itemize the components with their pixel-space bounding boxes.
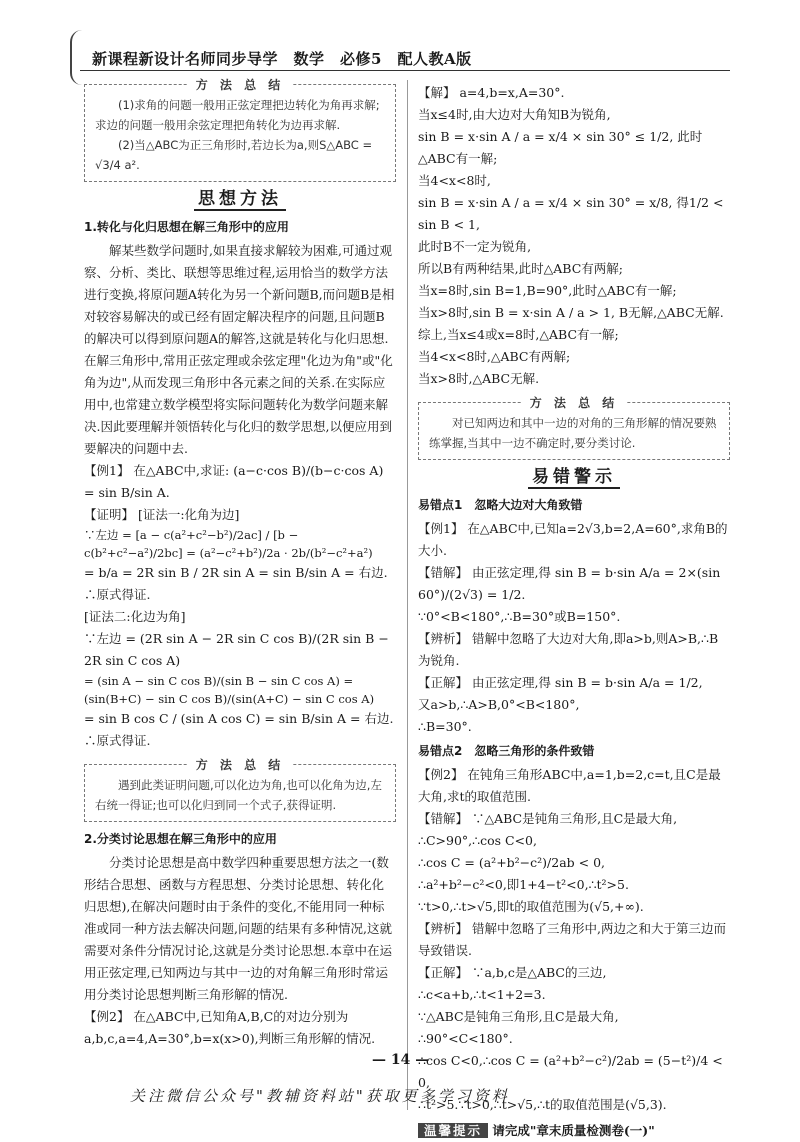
proof-line: = b/a = 2R sin B / 2R sin A = sin B/sin A = 右边. [84,565,388,580]
solution-line: 当4<x<8时,△ABC有两解; [418,349,571,364]
warm-tip [418,1120,730,1142]
error-line: 【例1】 在△ABC中,已知a=2√3,b=2,A=60°,求角B的大小. [418,521,728,558]
method-summary-box-3: 方 法 总 结 对已知两边和其中一边的对角的三角形解的情况要熟练掌握,当其中一边不确定时,要分类讨论. [418,402,730,460]
error-line: 【例2】 在钝角三角形ABC中,a=1,b=2,c=t,且C是最大角,求t的取值范围. [418,767,721,804]
method-summary-box-1: 方 法 总 结 (1)求角的问题一般用正弦定理把边转化为角再求解;求边的问题一般用余弦定理把角转化为边再求解. (2)当△ABC为正三角形时,若边长为a,则S△ABC = √3/4 a². [84,84,396,182]
error-line: 【正解】 ∵a,b,c是△ABC的三边, [418,965,607,980]
example-1: 【例1】 在△ABC中,求证: (a−c·cos B)/(b−c·cos A) = sin B/sin A. [84,463,384,500]
error-line: 【正解】 由正弦定理,得 sin B = b·sin A/a = 1/2, [418,675,703,690]
proof-line: 【证明】 [证法一:化角为边] [84,507,240,522]
solution-line: 当4<x<8时, [418,173,491,188]
error-point-2-title: 易错点2 忽略三角形的条件致错 [418,744,595,758]
method-summary-box-2: 方 法 总 结 遇到此类证明问题,可以化边为角,也可以化角为边,左右统一得证;也可以化归到同一个式子,获得证明. [84,764,396,822]
book-spine-mark [70,30,84,85]
error-line: 【错解】 由正弦定理,得 sin B = b·sin A/a = 2×(sin 60°)/(2√3) = 1/2. [418,565,721,602]
error-line: ∴a²+b²−c²<0,即1+4−t²<0,∴t²>5. [418,877,629,892]
subheading-2: 2.分类讨论思想在解三角形中的应用 [84,832,277,846]
proof-line: [证法二:化边为角] [84,609,186,624]
warm-tip-label: 温馨提示 [418,1123,488,1138]
error-line: 【错解】 ∵△ABC是钝角三角形,且C是最大角, [418,811,678,826]
paragraph-1: 解某些数学问题时,如果直接求解较为困难,可通过观察、分析、类比、联想等思维过程,运用恰当的数学方法进行变换,将原问题A转化为另一个新问题B,而问题B是相对较容易解决的或已经有固定解决程序的问题,且问题B的解决可以得到原问题A的解答,这就是转化与化归思想.在解三角形中,常用正弦定理或余弦定理"化边为角"或"化角为边",从而发现三角形中各元素之间的关系.在实际应用中,也常建立数学模型将实际问题转化为数学问题来解决.因此要理解并领悟转化与化归的数学思想,以便应用到要解决的问题中去. [84,243,395,456]
section-title-error-warnings: 易错警示 [418,466,730,488]
solution-line: 当x=8时,sin B=1,B=90°,此时△ABC有一解; [418,283,677,298]
section-title-thinking-methods: 思想方法 [84,188,396,210]
proof-line: ∴原式得证. [84,587,151,602]
running-header: 新课程新设计名师同步导学 数学 必修5 配人教A版 [92,50,472,68]
error-line: ∴t²>5.∵t>0,∴t>√5,∴t的取值范围是(√5,3). [418,1097,667,1112]
error-line: ∵△ABC是钝角三角形,且C是最大角, [418,1009,619,1024]
paragraph-2: 分类讨论思想是高中数学四种重要思想方法之一(数形结合思想、函数与方程思想、分类讨论思想、转化化归思想),在解决问题时由于条件的变化,不能用同一种标准或同一种方法去解决问题,问题的结果有多种情况,这就需要对条件分情况讨论,这就是分类讨论思想.本章中在运用正弦定理,已知两边与其中一边的对角解三角形时常运用分类讨论思想判断三角形解的情况. [84,855,392,1002]
error-line: ∴B=30°. [418,719,472,734]
left-column [84,78,396,1050]
proof-line: = (sin A − sin C cos B)/(sin B − sin C cos A) = (sin(B+C) − sin C cos B)/(sin(A+C) − sin C cos A) [84,674,375,706]
column-divider [407,80,408,1110]
page-number: — 14 — [372,1052,430,1068]
right-column [418,82,730,1142]
footer-note: 关注微信公众号"教辅资料站"获取更多学习资料 [130,1087,510,1105]
solution-line: sin B = x·sin A / a = x/4 × sin 30° = x/8, 得1/2 < sin B < 1, [418,195,724,232]
solution-line: 当x>8时,△ABC无解. [418,371,540,386]
error-line: 【辨析】 错解中忽略了大边对大角,即a>b,则A>B,∴B为锐角. [418,631,719,668]
header-divider [80,70,730,71]
error-line: ∴90°<C<180°. [418,1031,513,1046]
solution-line: sin B = x·sin A / a = x/4 × sin 30° ≤ 1/2, 此时△ABC有一解; [418,129,703,166]
error-line: ∴cos C<0,∴cos C = (a²+b²−c²)/2ab = (5−t²)/4 < 0, [418,1053,723,1090]
error-line: ∵0°<B<180°,∴B=30°或B=150°. [418,609,621,624]
error-line: 又a>b,∴A>B,0°<B<180°, [418,697,580,712]
solution-line: 所以B有两种结果,此时△ABC有两解; [418,261,623,276]
error-point-1-title: 易错点1 忽略大边对大角致错 [418,498,583,512]
error-line: ∴C>90°,∴cos C<0, [418,833,537,848]
proof-line: = sin B cos C / (sin A cos C) = sin B/sin A = 右边. [84,711,394,726]
solution-line: 此时B不一定为锐角, [418,239,532,254]
solution-line: 综上,当x≤4或x=8时,△ABC有一解; [418,327,619,342]
solution-line: 当x≤4时,由大边对大角知B为锐角, [418,107,611,122]
solution-line: 当x>8时,sin B = x·sin A / a > 1, B无解,△ABC无解. [418,305,724,320]
subheading-1: 1.转化与化归思想在解三角形中的应用 [84,220,289,234]
error-line: 【辨析】 错解中忽略了三角形中,两边之和大于第三边而导致错误. [418,921,726,958]
error-line: ∴cos C = (a²+b²−c²)/2ab < 0, [418,855,606,870]
example-2: 【例2】 在△ABC中,已知角A,B,C的对边分别为a,b,c,a=4,A=30°,b=x(x>0),判断三角形解的情况. [84,1009,376,1046]
proof-line: ∵左边 = [a − c(a²+c²−b²)/2ac] / [b − c(b²+c²−a²)/2bc] = (a²−c²+b²)/2a · 2b/(b²−c²+a²) [84,528,373,560]
warm-tip-text: 请完成"章末质量检测卷(一)" [492,1123,655,1138]
solution-line: 【解】 a=4,b=x,A=30°. [418,85,565,100]
proof-line: ∴原式得证. [84,733,151,748]
proof-line: ∵左边 = (2R sin A − 2R sin C cos B)/(2R sin B − 2R sin C cos A) [84,631,389,668]
error-line: ∵t>0,∴t>√5,即t的取值范围为(√5,+∞). [418,899,644,914]
error-line: ∴c<a+b,∴t<1+2=3. [418,987,546,1002]
